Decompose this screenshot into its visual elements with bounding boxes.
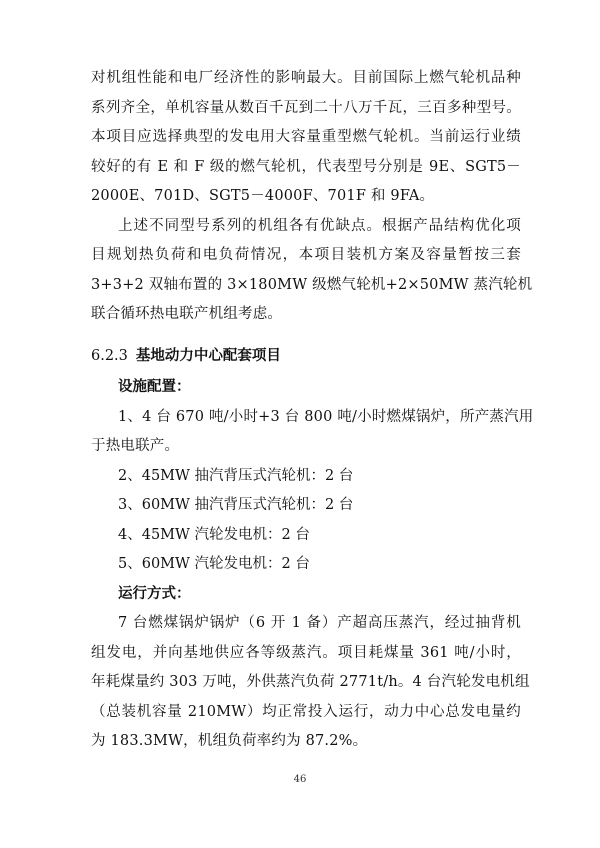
paragraph-2-line-1: 上述不同型号系列的机组各有优缺点。根据产品结构优化项 [118, 218, 521, 234]
paragraph-1-line-2: 系列齐全，单机容量从数百千瓦到二十八万千瓦，三百多种型号。 [91, 100, 521, 116]
paragraph-2-line-4: 联合循环热电联产机组考虑。 [91, 306, 283, 322]
operation-line-2: 组发电，并向基地供应各等级蒸汽。项目耗煤量 361 吨/小时， [91, 645, 521, 661]
operation-heading: 运行方式： [118, 585, 191, 602]
page-number: 46 [293, 774, 307, 785]
facilities-heading: 设施配置： [118, 378, 191, 395]
paragraph-1-line-1: 对机组性能和电厂经济性的影响最大。目前国际上燃气轮机品种 [91, 70, 521, 86]
facility-item-1-line-2: 于热电联产。 [91, 438, 180, 454]
paragraph-2-line-2: 目规划热负荷和电负荷情况，本项目装机方案及容量暂按三套 [91, 247, 521, 263]
facility-item-3: 3、60MW 抽汽背压式汽轮机：2 台 [118, 497, 354, 513]
paragraph-2-line-3: 3+3+2 双轴布置的 3×180MW 级燃气轮机+2×50MW 蒸汽轮机 [91, 277, 533, 293]
section-number: 6.2.3 [91, 348, 128, 364]
facility-item-2: 2、45MW 抽汽背压式汽轮机：2 台 [118, 468, 354, 484]
section-heading [91, 346, 281, 366]
facility-item-4: 4、45MW 汽轮发电机：2 台 [118, 527, 310, 543]
paragraph-1-line-5: 2000E、701D、SGT5－4000F、701F 和 9FA。 [91, 188, 435, 204]
operation-line-5: 为 183.3MW，机组负荷率约为 87.2%。 [91, 733, 368, 749]
section-title: 基地动力中心配套项目 [135, 347, 281, 364]
paragraph-1-line-3: 本项目应选择典型的发电用大容量重型燃气轮机。当前运行业绩 [91, 129, 521, 145]
paragraph-1-line-4: 较好的有 E 和 F 级的燃气轮机，代表型号分别是 9E、SGT5－ [91, 159, 521, 175]
operation-line-3: 年耗煤量约 303 万吨，外供蒸汽负荷 2771t/h。4 台汽轮发电机组 [91, 674, 530, 690]
facility-item-5: 5、60MW 汽轮发电机：2 台 [118, 556, 310, 572]
operation-line-4: （总装机容量 210MW）均正常投入运行，动力中心总发电量约 [91, 704, 521, 720]
operation-line-1: 7 台燃煤锅炉锅炉（6 开 1 备）产超高压蒸汽，经过抽背机 [118, 615, 521, 631]
facility-item-1-line-1: 1、4 台 670 吨/小时+3 台 800 吨/小时燃煤锅炉，所产蒸汽用 [118, 409, 534, 425]
